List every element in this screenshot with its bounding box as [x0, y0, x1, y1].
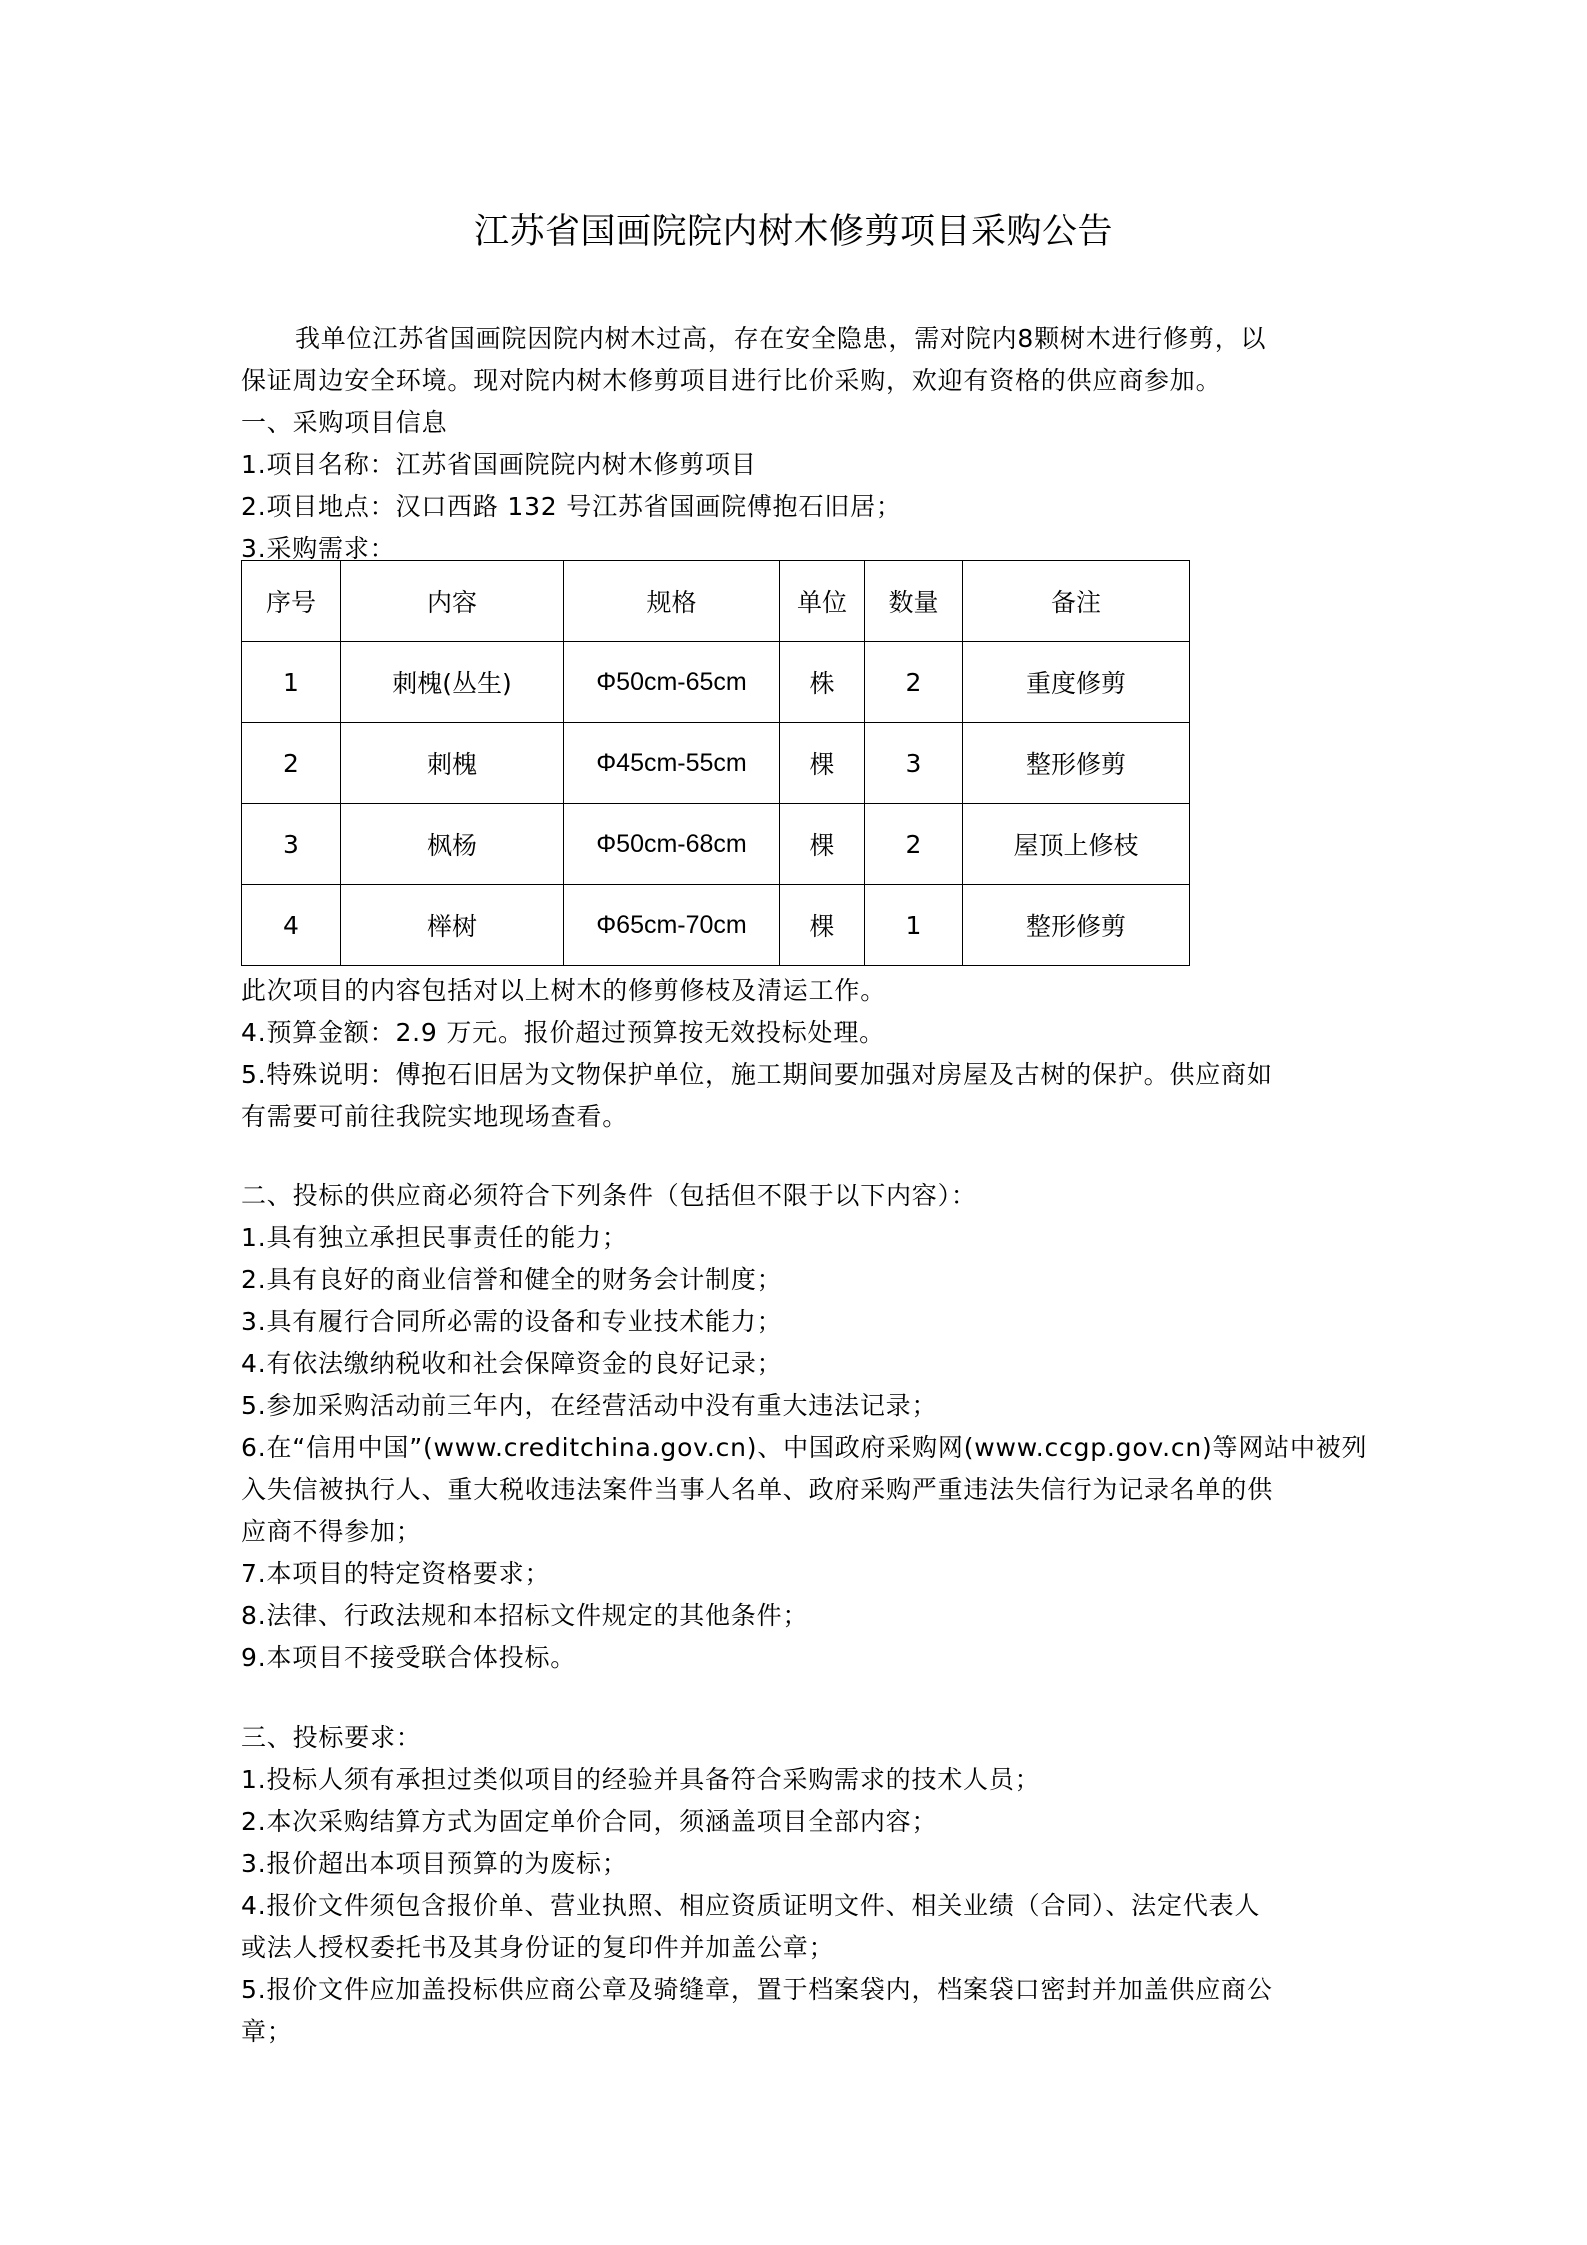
- table-cell: 整形修剪: [963, 723, 1190, 804]
- list-item: 7.本项目的特定资格要求；: [241, 1559, 551, 1588]
- table-cell: 2: [865, 642, 963, 723]
- list-item: 或法人授权委托书及其身份证的复印件并加盖公章；: [241, 1933, 835, 1962]
- intro-block: [241, 318, 1361, 570]
- project-name: 1.项目名称：江苏省国画院院内树木修剪项目: [241, 450, 757, 479]
- special-note-line-1: 5.特殊说明：傅抱石旧居为文物保护单位，施工期间要加强对房屋及古树的保护。供应商如: [241, 1060, 1273, 1089]
- page-title: 江苏省国画院院内树木修剪项目采购公告: [473, 212, 1113, 252]
- list-item: 1.具有独立承担民事责任的能力；: [241, 1223, 628, 1252]
- table-cell: 屋顶上修枝: [963, 804, 1190, 885]
- list-item: 2.具有良好的商业信誉和健全的财务会计制度；: [241, 1265, 783, 1294]
- table-cell: 2: [865, 804, 963, 885]
- table-cell: 1: [865, 885, 963, 966]
- list-item: 1.投标人须有承担过类似项目的经验并具备符合采购需求的技术人员；: [241, 1765, 1041, 1794]
- table-cell: 榉树: [341, 885, 564, 966]
- table-cell: 重度修剪: [963, 642, 1190, 723]
- table-cell: Φ50cm-65cm: [564, 642, 780, 723]
- section-2: [241, 1175, 1368, 1679]
- section-1-tail: [241, 970, 1361, 1138]
- table-cell: Φ65cm-70cm: [564, 885, 780, 966]
- table-row: [242, 885, 1190, 966]
- header-cell: 内容: [341, 561, 564, 642]
- table-cell: 株: [780, 642, 865, 723]
- intro-line-2: 保证周边安全环境。现对院内树木修剪项目进行比价采购，欢迎有资格的供应商参加。: [241, 366, 1222, 395]
- list-item: 应商不得参加；: [241, 1517, 422, 1546]
- table-cell: 1: [242, 642, 341, 723]
- list-item: 3.报价超出本项目预算的为废标；: [241, 1849, 628, 1878]
- table-cell: Φ45cm-55cm: [564, 723, 780, 804]
- section-3: [241, 1717, 1361, 2053]
- procurement-needs-label: 3.采购需求：: [241, 534, 396, 563]
- header-cell: 单位: [780, 561, 865, 642]
- header-cell: 数量: [865, 561, 963, 642]
- list-item: 2.本次采购结算方式为固定单价合同，须涵盖项目全部内容；: [241, 1807, 938, 1836]
- table-cell: 棵: [780, 723, 865, 804]
- table-cell: 刺槐(丛生): [341, 642, 564, 723]
- list-item: 9.本项目不接受联合体投标。: [241, 1643, 577, 1672]
- table-row: [242, 723, 1190, 804]
- table-cell: 棵: [780, 885, 865, 966]
- section-2-heading: 二、投标的供应商必须符合下列条件（包括但不限于以下内容）：: [241, 1181, 977, 1210]
- list-item: 8.法律、行政法规和本招标文件规定的其他条件；: [241, 1601, 809, 1630]
- table-cell: 3: [242, 804, 341, 885]
- special-note-line-2: 有需要可前往我院实地现场查看。: [241, 1102, 629, 1131]
- list-item: 4.报价文件须包含报价单、营业执照、相应资质证明文件、相关业绩（合同）、法定代表人: [241, 1891, 1261, 1920]
- table-header-row: [242, 561, 1190, 642]
- section-3-heading: 三、投标要求：: [241, 1723, 422, 1752]
- table-cell: Φ50cm-68cm: [564, 804, 780, 885]
- table-row: [242, 804, 1190, 885]
- table-cell: 枫杨: [341, 804, 564, 885]
- table-cell: 3: [865, 723, 963, 804]
- project-location: 2.项目地点：汉口西路 132 号江苏省国画院傅抱石旧居；: [241, 492, 902, 521]
- table-cell: 刺槐: [341, 723, 564, 804]
- table-cell: 2: [242, 723, 341, 804]
- table-row: [242, 642, 1190, 723]
- after-table-note: 此次项目的内容包括对以上树木的修剪修枝及清运工作。: [241, 976, 887, 1005]
- table-cell: 4: [242, 885, 341, 966]
- header-cell: 备注: [963, 561, 1190, 642]
- table-cell: 整形修剪: [963, 885, 1190, 966]
- header-cell: 序号: [242, 561, 341, 642]
- list-item: 4.有依法缴纳税收和社会保障资金的良好记录；: [241, 1349, 783, 1378]
- list-item: 5.报价文件应加盖投标供应商公章及骑缝章，置于档案袋内，档案袋口密封并加盖供应商公: [241, 1975, 1273, 2004]
- list-item: 5.参加采购活动前三年内，在经营活动中没有重大违法记录；: [241, 1391, 938, 1420]
- list-item: 6.在“信用中国”(www.creditchina.gov.cn)、中国政府采购网(www.ccgp.gov.cn)等网站中被列: [241, 1433, 1368, 1462]
- section-1-heading: 一、采购项目信息: [241, 408, 448, 437]
- list-item: 3.具有履行合同所必需的设备和专业技术能力；: [241, 1307, 783, 1336]
- list-item: 章；: [241, 2017, 293, 2046]
- table-cell: 棵: [780, 804, 865, 885]
- budget-line: 4.预算金额：2.9 万元。报价超过预算按无效投标处理。: [241, 1018, 885, 1047]
- intro-line-1: 我单位江苏省国画院因院内树木过高，存在安全隐患，需对院内8颗树木进行修剪，以: [295, 324, 1267, 353]
- list-item: 入失信被执行人、重大税收违法案件当事人名单、政府采购严重违法失信行为记录名单的供: [241, 1475, 1274, 1504]
- procurement-table: [241, 560, 1190, 966]
- header-cell: 规格: [564, 561, 780, 642]
